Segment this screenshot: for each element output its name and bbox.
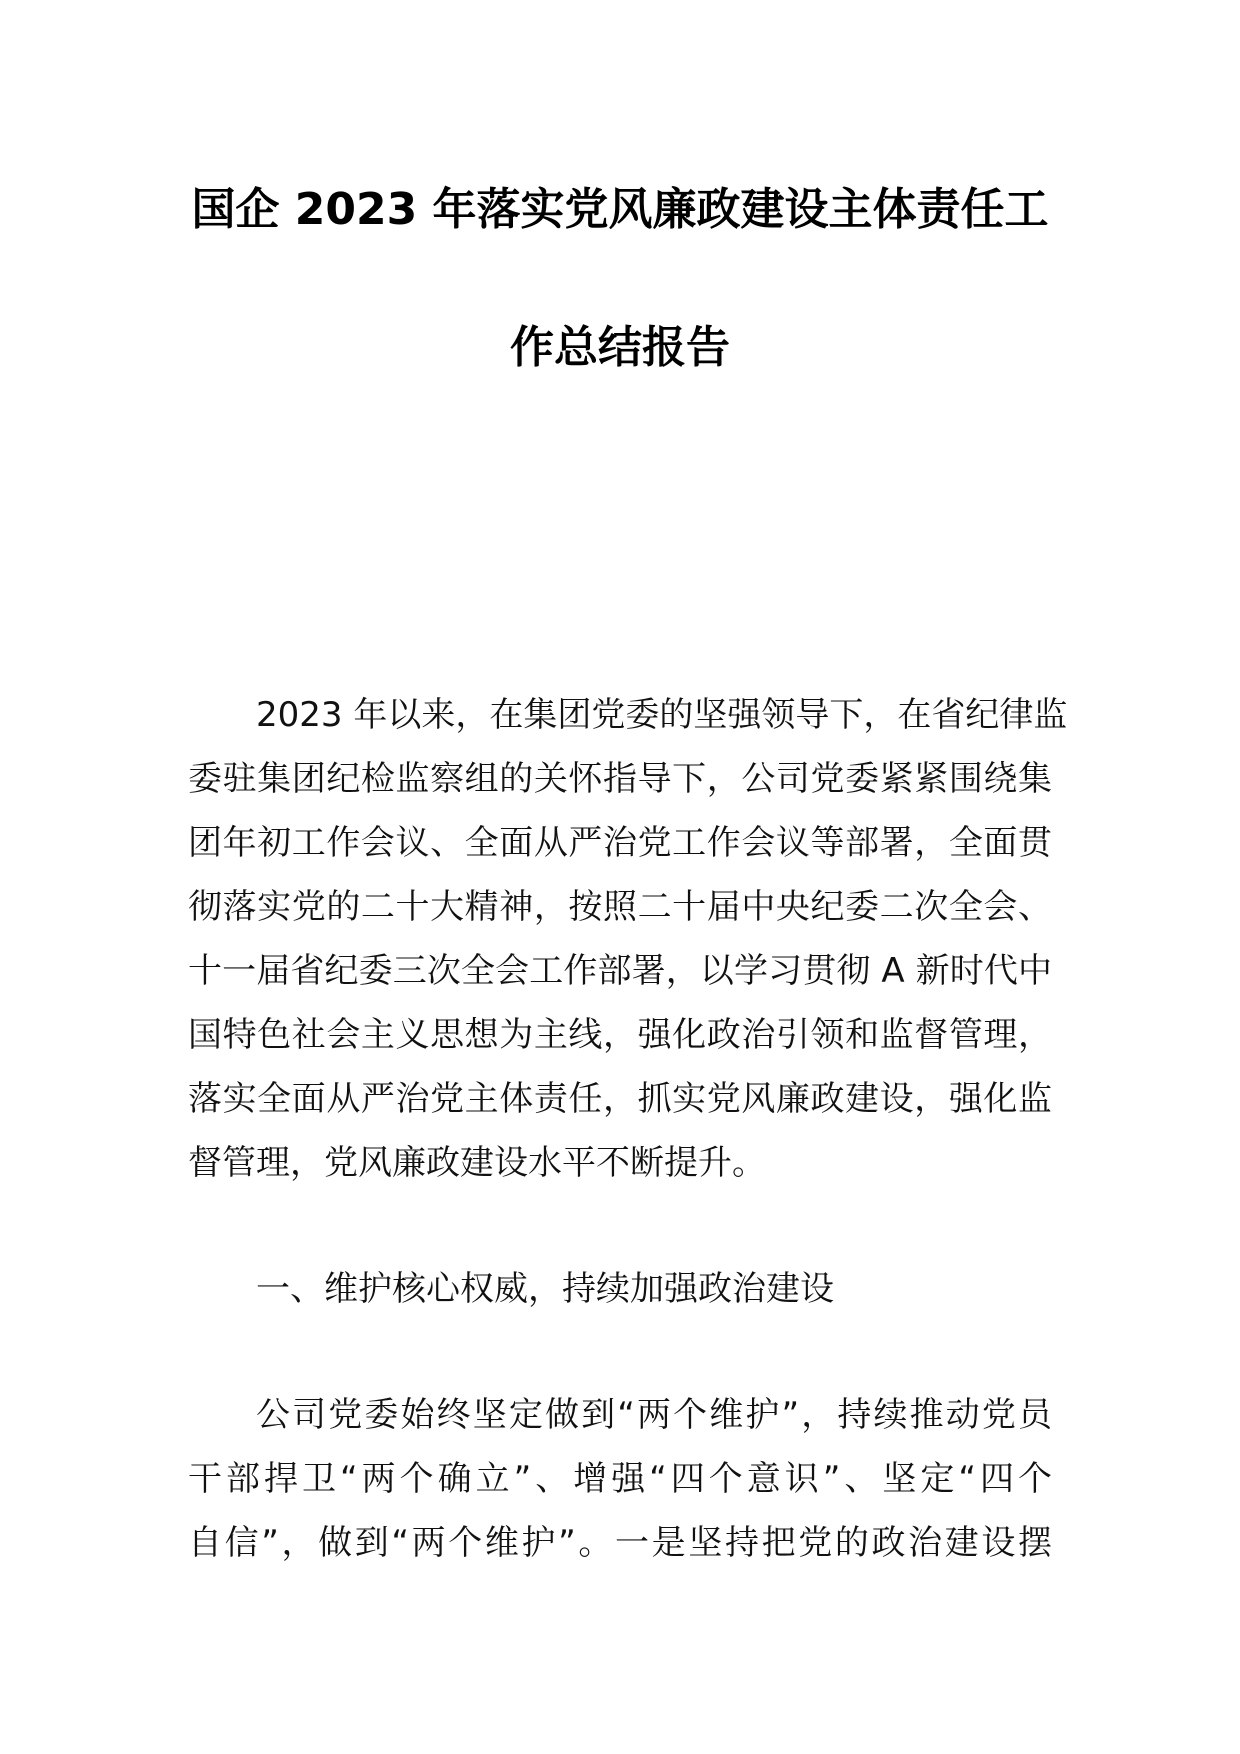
section-paragraph-line: 干部捍卫“两个确立”、增强“四个意识”、坚定“四个 <box>188 1459 1052 1499</box>
intro-paragraph-line: 委驻集团纪检监察组的关怀指导下，公司党委紧紧围绕集 <box>188 759 1052 799</box>
section-heading: 一、维护核心权威，持续加强政治建设 <box>256 1269 834 1309</box>
intro-paragraph-line: 国特色社会主义思想为主线，强化政治引领和监督管理， <box>188 1015 1052 1055</box>
intro-paragraph-line: 彻落实党的二十大精神，按照二十届中央纪委二次全会、 <box>188 887 1052 927</box>
document-title-line-1: 国企 2023 年落实党风廉政建设主体责任工 <box>191 184 1049 235</box>
intro-paragraph-line: 十一届省纪委三次全会工作部署，以学习贯彻 A 新时代中 <box>188 951 1052 991</box>
intro-paragraph-line: 2023 年以来，在集团党委的坚强领导下，在省纪律监 <box>256 695 1068 735</box>
intro-paragraph-line: 团年初工作会议、全面从严治党工作会议等部署，全面贯 <box>188 823 1052 863</box>
document-title-line-2: 作总结报告 <box>510 322 730 373</box>
section-paragraph-line: 公司党委始终坚定做到“两个维护”，持续推动党员 <box>256 1395 1052 1435</box>
section-paragraph-line: 自信”，做到“两个维护”。一是坚持把党的政治建设摆 <box>188 1523 1052 1563</box>
intro-paragraph-line: 落实全面从严治党主体责任，抓实党风廉政建设，强化监 <box>188 1079 1052 1119</box>
intro-paragraph-line: 督管理，党风廉政建设水平不断提升。 <box>188 1143 766 1183</box>
